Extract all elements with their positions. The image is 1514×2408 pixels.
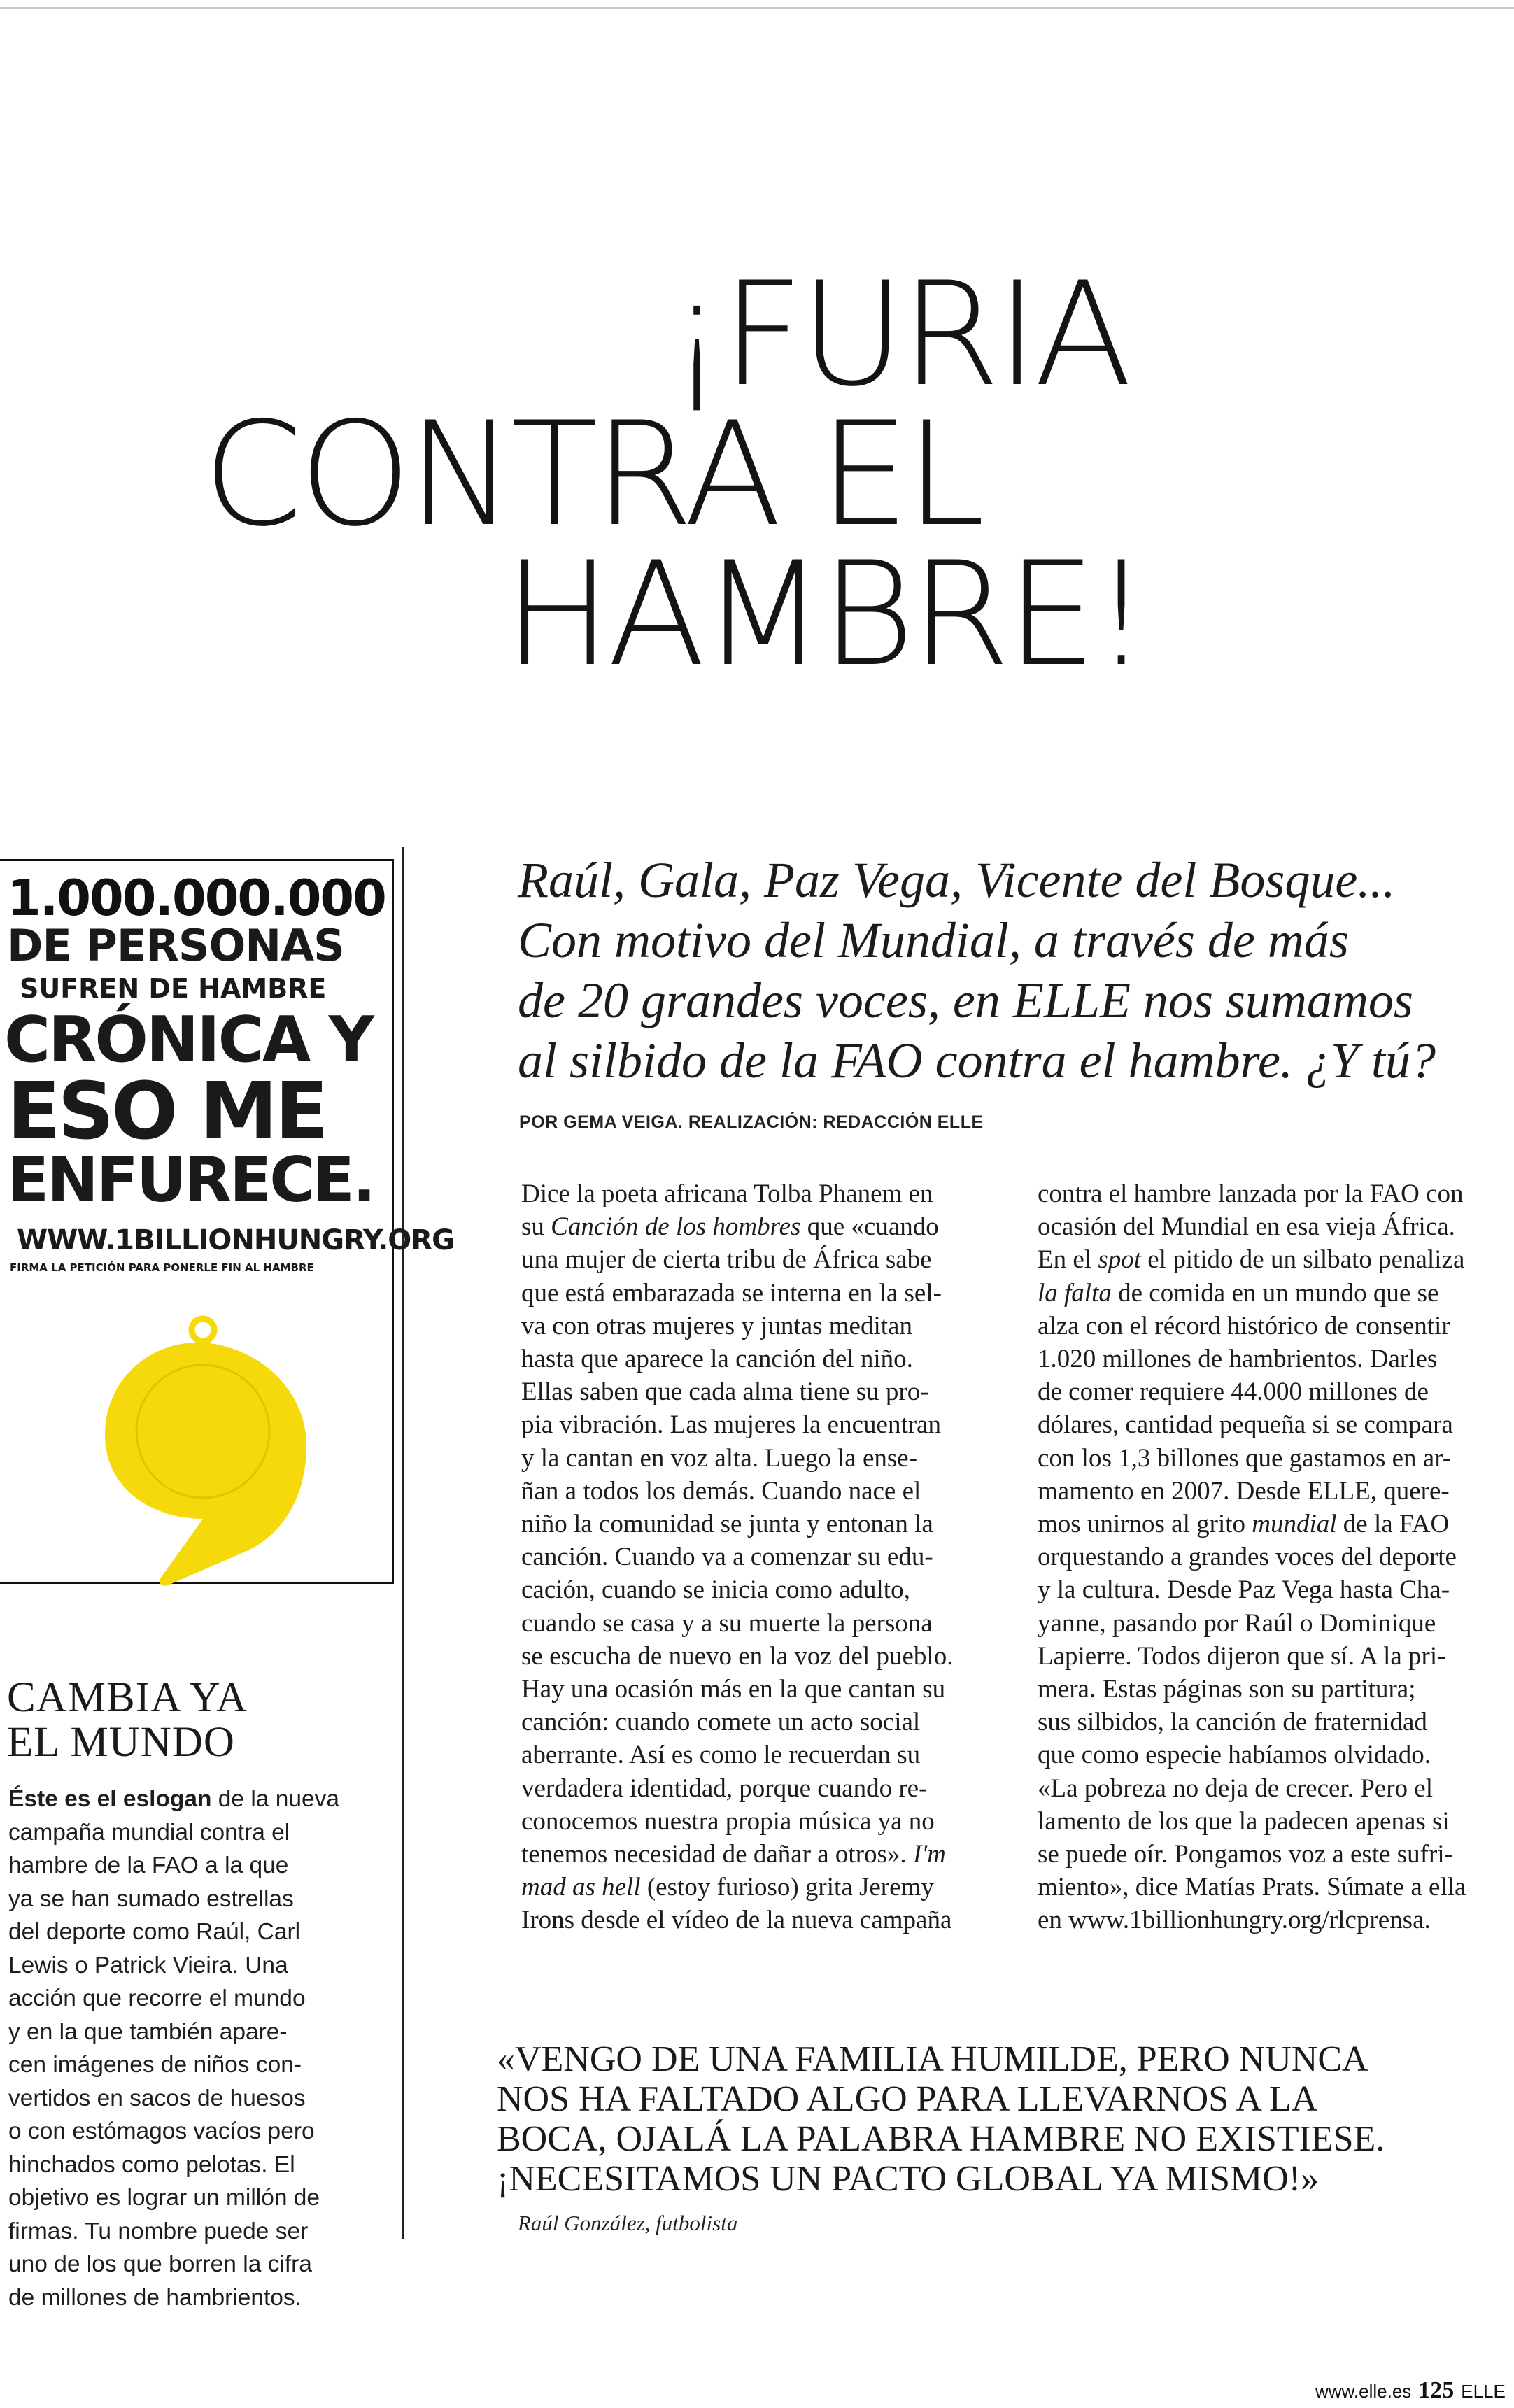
sidebar-title-line: CAMBIA YA [7, 1674, 248, 1721]
body-line: aberrante. Así es como le recuerdan su [521, 1741, 921, 1770]
body-line: alza con el récord histórico de consentir [1038, 1311, 1450, 1340]
byline: POR GEMA VEIGA. REALIZACIÓN: REDACCIÓN ELLE [519, 1112, 984, 1132]
sidebar-line: Lewis o Patrick Vieira. Una [8, 1952, 288, 1978]
body-line: yanne, pasando por Raúl o Dominique [1038, 1608, 1436, 1638]
body-line: la falta de comida en un mundo que se [1038, 1278, 1439, 1308]
sidebar-lead: Éste es el eslogan [8, 1786, 212, 1812]
body-line: mamento en 2007. Desde ELLE, quere- [1038, 1476, 1450, 1506]
body-line: sus silbidos, la canción de fraternidad [1038, 1708, 1427, 1737]
headline-line-2: CONTRA EL [203, 392, 982, 558]
body-line: Ellas saben que cada alma tiene su pro- [521, 1377, 929, 1407]
body-line: con los 1,3 billones que gastamos en ar- [1038, 1443, 1452, 1473]
footer-brand: ELLE [1461, 2381, 1506, 2402]
body-line: contra el hambre lanzada por la FAO con [1038, 1180, 1464, 1208]
body-line: en www.1billionhungry.org/rlcprensa. [1038, 1906, 1431, 1935]
sidebar-line: o con estómagos vacíos pero [8, 2118, 315, 2144]
body-line: y la cultura. Desde Paz Vega hasta Cha- [1038, 1575, 1450, 1605]
sidebar-line: campaña mundial contra el [8, 1819, 290, 1846]
poster-cronica: CRÓNICA Y [4, 1003, 372, 1077]
quote-line: ¡NECESITAMOS UN PACTO GLOBAL YA MISMO!» [497, 2159, 1320, 2199]
sidebar-line: hambre de la FAO a la que [8, 1853, 289, 1878]
poster-eso-me: ESO ME [7, 1066, 326, 1157]
sidebar-line: firmas. Tu nombre puede ser [8, 2218, 309, 2244]
body-line: Dice la poeta africana Tolba Phanem en [521, 1180, 933, 1208]
body-line: lamento de los que la padecen apenas si [1038, 1806, 1450, 1836]
body-line: niño la comunidad se junta y entonan la [521, 1510, 933, 1539]
body-line: Lapierre. Todos dijeron que sí. A la pri- [1038, 1641, 1446, 1671]
body-line: ocasión del Mundial en esa vieja África. [1038, 1212, 1455, 1242]
poster-number: 1.000.000.000 [7, 870, 385, 927]
body-line: miento», dice Matías Prats. Súmate a ella [1038, 1873, 1466, 1902]
poster-url: WWW.1BILLIONHUNGRY.ORG [17, 1224, 454, 1256]
body-line: su Canción de los hombres que «cuando [521, 1212, 939, 1242]
whistle-body [105, 1343, 306, 1586]
sidebar-line: Éste es el eslogan de la nueva [8, 1786, 340, 1812]
body-line: pia vibración. Las mujeres la encuentran [521, 1410, 941, 1440]
body-line: Hay una ocasión más en la que cantan su [521, 1675, 946, 1704]
footer-site: www.elle.es [1315, 2381, 1412, 2402]
body-line: «La pobreza no deja de crecer. Pero el [1038, 1773, 1433, 1803]
body-line: dólares, cantidad pequeña si se compara [1038, 1410, 1453, 1440]
whistle-ring [192, 1319, 214, 1341]
body-line: y la cantan en voz alta. Luego la ense- [521, 1443, 918, 1473]
body-line: mera. Estas páginas son su partitura; [1038, 1675, 1416, 1704]
sidebar-line: y en la que también apare- [8, 2018, 288, 2045]
quote-line: NOS HA FALTADO ALGO PARA LLEVARNOS A LA [497, 2079, 1318, 2119]
body-line: se puede oír. Pongamos voz a este sufri- [1038, 1840, 1453, 1869]
body-line: conocemos nuestra propia música ya no [521, 1806, 935, 1836]
subtitle-line: Con motivo del Mundial, a través de más [518, 912, 1349, 968]
sidebar-line: cen imágenes de niños con- [8, 2052, 302, 2078]
body-line: Irons desde el vídeo de la nueva campaña [521, 1906, 952, 1935]
sidebar-line: vertidos en sacos de huesos [8, 2085, 306, 2111]
body-line: que como especie habíamos olvidado. [1038, 1741, 1431, 1770]
campaign-poster [0, 859, 454, 1584]
body-line: va con otras mujeres y juntas meditan [521, 1311, 912, 1340]
body-line: orquestando a grandes voces del deporte [1038, 1543, 1457, 1572]
body-line: se escucha de nuevo en la voz del pueblo. [521, 1641, 954, 1671]
body-line: que está embarazada se interna en la sel- [521, 1278, 942, 1308]
body-line: de comer requiere 44.000 millones de [1038, 1377, 1429, 1407]
body-line: tenemos necesidad de dañar a otros». I'm [521, 1840, 946, 1869]
subtitle [518, 850, 1511, 1091]
body-line: mad as hell (estoy furioso) grita Jeremy [521, 1873, 934, 1902]
sidebar-line: objetivo es lograr un millón de [8, 2185, 320, 2211]
poster-sufren: SUFREN DE HAMBRE [20, 973, 327, 1004]
sidebar-title-line: EL MUNDO [7, 1719, 235, 1766]
whistle-icon [84, 1309, 322, 1589]
headline-line-3: HAMBRE! [504, 532, 1146, 698]
sidebar-line: de millones de hambrientos. [8, 2284, 302, 2311]
sidebar-title [7, 1676, 399, 1765]
body-line: cuando se casa y a su muerte la persona [521, 1608, 933, 1638]
poster-de-personas: DE PERSONAS [7, 920, 344, 971]
sidebar-line: del deporte como Raúl, Carl [8, 1919, 301, 1945]
headline-line-1: ¡FURIA [668, 252, 1129, 418]
subtitle-line: Raúl, Gala, Paz Vega, Vicente del Bosque... [518, 852, 1396, 908]
sidebar-line: uno de los que borren la cifra [8, 2251, 312, 2277]
page-number: 125 [1418, 2377, 1455, 2403]
sidebar-line: hinchados como pelotas. El [8, 2151, 295, 2178]
body-line: cación, cuando se inicia como adulto, [521, 1575, 910, 1605]
body-column-left [521, 1177, 1004, 1937]
sidebar-divider [402, 847, 404, 2239]
quote-line: BOCA, OJALÁ LA PALABRA HAMBRE NO EXISTIESE. [497, 2119, 1385, 2159]
pull-quote [497, 2039, 1511, 2199]
page-footer [1315, 2377, 1506, 2404]
subtitle-line: de 20 grandes voces, en ELLE nos sumamos [518, 972, 1413, 1028]
body-line: En el spot el pitido de un silbato penaliza [1038, 1245, 1465, 1275]
sidebar-body [8, 1783, 397, 2314]
body-line: ñan a todos los demás. Cuando nace el [521, 1476, 921, 1506]
sidebar-line: acción que recorre el mundo [8, 1985, 306, 2011]
subtitle-line: al silbido de la FAO contra el hambre. ¿Y tú? [518, 1033, 1436, 1089]
poster-firma: FIRMA LA PETICIÓN PARA PONERLE FIN AL HAMBRE [10, 1261, 314, 1274]
body-line: una mujer de cierta tribu de África sabe [521, 1245, 932, 1275]
body-line: canción. Cuando va a comenzar su edu- [521, 1543, 933, 1572]
body-line: 1.020 millones de hambrientos. Darles [1038, 1345, 1438, 1374]
body-line: hasta que aparece la canción del niño. [521, 1345, 913, 1374]
body-line: verdadera identidad, porque cuando re- [521, 1773, 928, 1803]
quote-author: Raúl González, futbolista [518, 2211, 738, 2235]
body-line: canción: cuando comete un acto social [521, 1708, 921, 1737]
top-rule [0, 7, 1514, 9]
poster-enfurece: ENFURECE. [7, 1144, 374, 1216]
body-column-right [1038, 1177, 1513, 1937]
sidebar-line: ya se han sumado estrellas [8, 1885, 294, 1912]
body-line: mos unirnos al grito mundial de la FAO [1038, 1510, 1450, 1539]
quote-line: «VENGO DE UNA FAMILIA HUMILDE, PERO NUNCA [497, 2039, 1368, 2079]
